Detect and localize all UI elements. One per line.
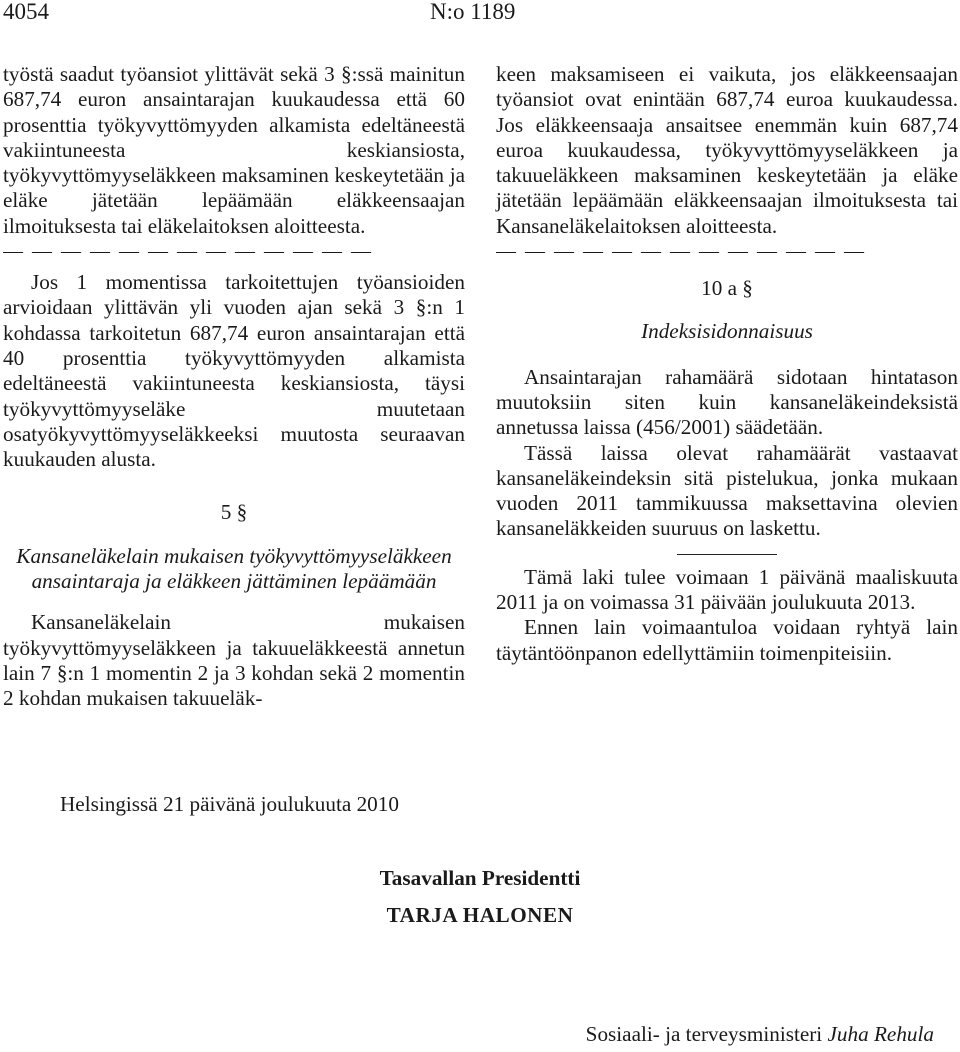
left-paragraph-2: Jos 1 momentissa tarkoitettujen työansioiden arvioidaan ylittävän yli vuoden ajan sekä 3 §:n 1 kohdassa tarkoitetun 687,74 euron ansaintarajan että 40 prosenttia työkyvyttömyyden alkamista edeltäneestä vakiintuneesta keskiansiosta, täysi työkyvyttömyyseläke muutetaan osatyökyvyttömyyseläkkeeksi muutosta seuraavan kuukauden alusta. [3, 270, 465, 472]
right-paragraph-2: Ansaintarajan rahamäärä sidotaan hintatason muutoksiin siten kuin kansaneläkeindeksistä annetussa laissa (456/2001) säädetään. [496, 364, 958, 440]
page-number: 4054 [3, 0, 49, 24]
minister-signature [586, 1022, 934, 1047]
omission-dashes-right: — — — — — — — — — — — — — [496, 240, 866, 263]
section-divider [677, 554, 777, 555]
left-paragraph-1: työstä saadut työansiot ylittävät sekä 3 §:ssä mainitun 687,74 euron ansaintarajan kuukaudessa että 60 prosenttia työkyvyttömyyden alkamista edeltäneestä vakiintuneesta keskiansiosta, työkyvyttömyyseläkkeen maksaminen keskeytetään ja eläke jätetään lepäämään eläkkeensaajan ilmoituksesta tai eläkelaitoksen aloitteesta. [3, 62, 465, 238]
section-heading-10a: 10 a § [701, 276, 753, 301]
section-title-10a: Indeksisidonnaisuus [641, 319, 813, 344]
right-paragraph-1: keen maksamiseen ei vaikuta, jos eläkkeensaajan työansiot ovat enintään 687,74 euroa kuukaudessa. Jos eläkkeensaaja ansaitsee enemmän kuin 687,74 euroa kuukaudessa, työkyvyttömyyseläkkeen ja takuueläkkeen maksaminen keskeytetään ja eläke jätetään lepäämään eläkkeensaajan ilmoituksesta tai Kansaneläkelaitoksen aloitteesta. [496, 62, 958, 238]
left-paragraph-3: Kansaneläkelain mukaisen työkyvyttömyyseläkkeen ja takuueläkkeestä annetun lain 7 §:n 1 momentin 2 ja 3 kohdan sekä 2 momentin 2 kohdan mukaisen takuueläk- [3, 610, 465, 711]
right-paragraph-5: Ennen lain voimaantuloa voidaan ryhtyä lain täytäntöönpanon edellyttämiin toimenpiteisiin. [496, 615, 958, 665]
section-heading-5: 5 § [220, 500, 248, 525]
right-paragraph-4: Tämä laki tulee voimaan 1 päivänä maaliskuuta 2011 ja on voimassa 31 päivään joulukuuta 2013. [496, 564, 958, 615]
minister-name: Juha Rehula [827, 1022, 934, 1046]
minister-title: Sosiaali- ja terveysministeri [585, 1022, 823, 1046]
president-name: TARJA HALONEN [386, 903, 574, 927]
left-column [3, 62, 465, 712]
issue-number: N:o 1189 [430, 0, 516, 24]
president-title: Tasavallan Presidentti [379, 866, 581, 890]
right-column [496, 62, 958, 666]
section-title-5: Kansaneläkelain mukaisen työkyvyttömyyseläkkeen ansaintaraja ja eläkkeen jättäminen lepäämään [16, 543, 452, 594]
right-paragraph-3: Tässä laissa olevat rahamäärät vastaavat kansaneläkeindeksin sitä pistelukua, jonka mukaan vuoden 2011 tammikuussa maksettavina olevien kansaneläkkeiden suuruus on laskettu. [496, 440, 958, 541]
place-and-date: Helsingissä 21 päivänä joulukuuta 2010 [60, 792, 399, 816]
omission-dashes-left: — — — — — — — — — — — — — [3, 240, 373, 263]
